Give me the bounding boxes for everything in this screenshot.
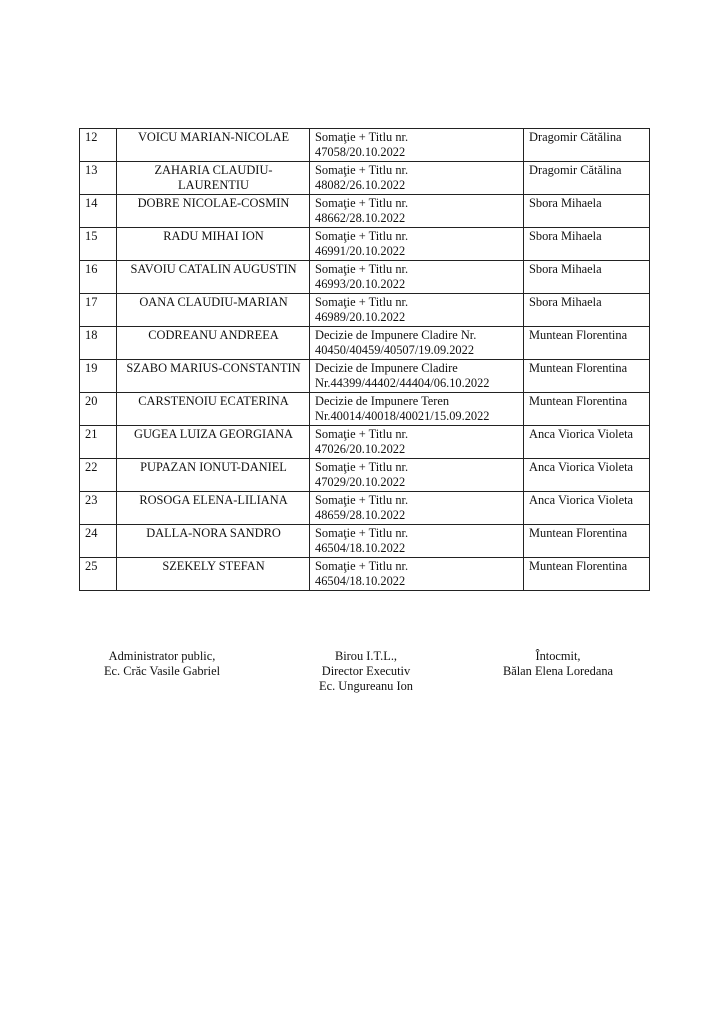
row-number-cell: 19 — [80, 360, 117, 393]
row-document-line: Decizie de Impunere Cladire — [315, 361, 458, 375]
row-responsible-cell: Sbora Mihaela — [524, 195, 650, 228]
signature-itl-role: Director Executiv — [321, 664, 411, 678]
row-document-cell — [310, 393, 524, 426]
row-name-cell: RADU MIHAI ION — [117, 228, 310, 261]
row-name-cell: DOBRE NICOLAE-COSMIN — [117, 195, 310, 228]
row-name-cell: ROSOGA ELENA-LILIANA — [117, 492, 310, 525]
row-document-line: Somaţie + Titlu nr. — [315, 196, 409, 210]
row-responsible-cell: Anca Viorica Violeta — [524, 426, 650, 459]
row-name-cell: OANA CLAUDIU-MARIAN — [117, 294, 310, 327]
row-document-line: 48662/28.10.2022 — [315, 211, 406, 225]
row-name-cell: SZABO MARIUS-CONSTANTIN — [117, 360, 310, 393]
table-row — [80, 162, 650, 195]
row-responsible-cell: Anca Viorica Violeta — [524, 459, 650, 492]
table-row — [80, 195, 650, 228]
row-number-cell: 23 — [80, 492, 117, 525]
row-document-line: Somaţie + Titlu nr. — [315, 526, 409, 540]
row-document-line: Somaţie + Titlu nr. — [315, 262, 409, 276]
row-document-cell — [310, 162, 524, 195]
row-name-cell: ZAHARIA CLAUDIU-LAURENTIU — [117, 162, 310, 195]
row-name-cell: VOICU MARIAN-NICOLAE — [117, 129, 310, 162]
table-row — [80, 294, 650, 327]
row-responsible-cell: Muntean Florentina — [524, 360, 650, 393]
row-number-cell: 22 — [80, 459, 117, 492]
row-responsible-cell: Sbora Mihaela — [524, 294, 650, 327]
signature-administrator — [84, 649, 240, 679]
row-document-line: Decizie de Impunere Cladire Nr. — [315, 328, 477, 342]
row-document-line: 46993/20.10.2022 — [315, 277, 406, 291]
row-document-line: 47058/20.10.2022 — [315, 145, 406, 159]
row-document-cell — [310, 195, 524, 228]
row-name-cell: GUGEA LUIZA GEORGIANA — [117, 426, 310, 459]
row-document-line: Somaţie + Titlu nr. — [315, 559, 409, 573]
row-number-cell: 17 — [80, 294, 117, 327]
table-row — [80, 261, 650, 294]
row-document-line: 48082/26.10.2022 — [315, 178, 406, 192]
row-responsible-cell: Anca Viorica Violeta — [524, 492, 650, 525]
row-number-cell: 15 — [80, 228, 117, 261]
row-document-line: Decizie de Impunere Teren — [315, 394, 450, 408]
row-document-cell — [310, 294, 524, 327]
row-number-cell: 14 — [80, 195, 117, 228]
row-name-cell: DALLA-NORA SANDRO — [117, 525, 310, 558]
signature-intocmit-name: Bălan Elena Loredana — [502, 664, 614, 678]
row-document-cell — [310, 426, 524, 459]
row-number-cell: 24 — [80, 525, 117, 558]
row-responsible-cell: Dragomir Cătălina — [524, 162, 650, 195]
row-responsible-cell: Muntean Florentina — [524, 393, 650, 426]
row-document-line: Somaţie + Titlu nr. — [315, 460, 409, 474]
row-document-cell — [310, 129, 524, 162]
row-document-line: 40450/40459/40507/19.09.2022 — [315, 343, 475, 357]
table-row — [80, 393, 650, 426]
table-row — [80, 360, 650, 393]
row-document-line: 46504/18.10.2022 — [315, 541, 406, 555]
row-document-cell — [310, 228, 524, 261]
row-name-cell: PUPAZAN IONUT-DANIEL — [117, 459, 310, 492]
row-document-line: Somaţie + Titlu nr. — [315, 229, 409, 243]
table-row — [80, 558, 650, 591]
row-responsible-cell: Muntean Florentina — [524, 327, 650, 360]
row-document-cell — [310, 360, 524, 393]
table-row — [80, 492, 650, 525]
table-row — [80, 525, 650, 558]
row-document-line: Somaţie + Titlu nr. — [315, 163, 409, 177]
row-responsible-cell: Sbora Mihaela — [524, 228, 650, 261]
row-number-cell: 16 — [80, 261, 117, 294]
row-number-cell: 25 — [80, 558, 117, 591]
row-document-cell — [310, 261, 524, 294]
row-responsible-cell: Sbora Mihaela — [524, 261, 650, 294]
row-document-line: 48659/28.10.2022 — [315, 508, 406, 522]
row-name-cell: SAVOIU CATALIN AUGUSTIN — [117, 261, 310, 294]
row-document-line: Somaţie + Titlu nr. — [315, 295, 409, 309]
table-row — [80, 129, 650, 162]
table-row — [80, 327, 650, 360]
row-name-cell: CARSTENOIU ECATERINA — [117, 393, 310, 426]
row-document-line: 46504/18.10.2022 — [315, 574, 406, 588]
row-document-cell — [310, 558, 524, 591]
row-number-cell: 21 — [80, 426, 117, 459]
row-name-cell: CODREANU ANDREEA — [117, 327, 310, 360]
row-document-line: 47026/20.10.2022 — [315, 442, 406, 456]
row-document-cell — [310, 327, 524, 360]
signature-itl-name: Ec. Ungureanu Ion — [319, 679, 413, 693]
row-document-cell — [310, 525, 524, 558]
row-document-line: Somaţie + Titlu nr. — [315, 427, 409, 441]
row-responsible-cell: Muntean Florentina — [524, 525, 650, 558]
table-row — [80, 426, 650, 459]
signature-intocmit-role: Întocmit, — [535, 649, 581, 663]
row-number-cell: 20 — [80, 393, 117, 426]
row-document-line: Nr.40014/40018/40021/15.09.2022 — [315, 409, 490, 423]
signature-admin-name: Ec. Crăc Vasile Gabriel — [103, 664, 221, 678]
row-name-cell: SZEKELY STEFAN — [117, 558, 310, 591]
table-row — [80, 228, 650, 261]
row-document-line: 47029/20.10.2022 — [315, 475, 406, 489]
row-document-line: Somaţie + Titlu nr. — [315, 493, 409, 507]
row-number-cell: 18 — [80, 327, 117, 360]
signature-intocmit — [478, 649, 638, 679]
row-number-cell: 12 — [80, 129, 117, 162]
signature-admin-role: Administrator public, — [108, 649, 216, 663]
row-document-line: 46991/20.10.2022 — [315, 244, 406, 258]
records-table — [79, 128, 650, 591]
signature-itl — [300, 649, 432, 694]
row-number-cell: 13 — [80, 162, 117, 195]
row-document-line: 46989/20.10.2022 — [315, 310, 406, 324]
row-responsible-cell: Muntean Florentina — [524, 558, 650, 591]
row-responsible-cell: Dragomir Cătălina — [524, 129, 650, 162]
row-document-line: Nr.44399/44402/44404/06.10.2022 — [315, 376, 490, 390]
row-document-cell — [310, 459, 524, 492]
records-table-body — [80, 129, 650, 591]
table-row — [80, 459, 650, 492]
signature-itl-dept: Birou I.T.L., — [334, 649, 398, 663]
row-document-cell — [310, 492, 524, 525]
row-document-line: Somaţie + Titlu nr. — [315, 130, 409, 144]
